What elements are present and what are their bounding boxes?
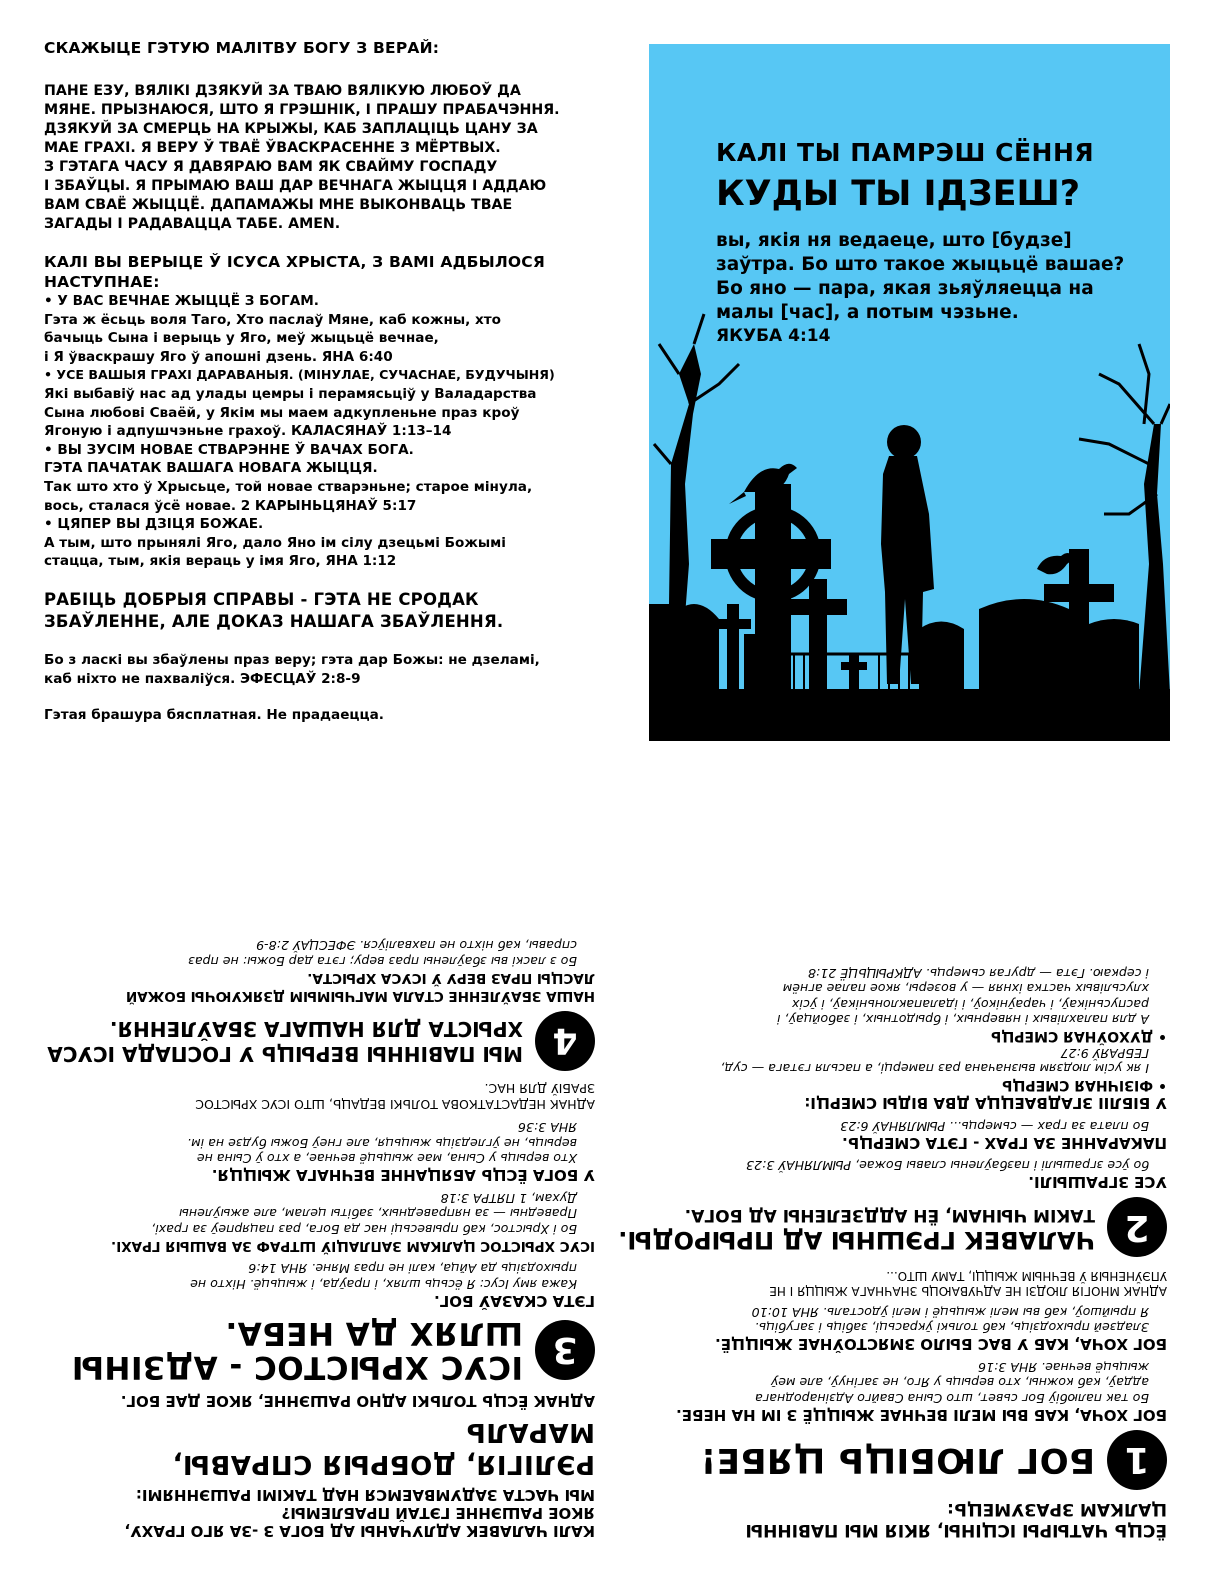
prayer-line: ВАМ СВАЁ ЖЫЦЦЁ. ДАПАМАЖЫ МНЕ ВЫКОНВАЦЬ ТВАЕ [44,197,513,213]
truth-1-verse: Зладзей прыходзіць, каб толькі ўкрасьці, забіць і загубіць. [754,1320,1149,1336]
works-heading [44,589,584,633]
believe-line: • ВЫ ЗУСІМ НОВАЕ СТВАРЭННЕ Ў ВАЧАХ БОГА. [44,441,414,458]
truth-2-bullet: • ДУХОЎНАЯ СМЕРЦЬ [990,1028,1167,1045]
prayer-line: МАЕ ГРАХІ. Я ВЕРУ Ў ТВАЁ ЎВАСКРАСЕННЕ З МЁРТВЫХ. [44,140,501,156]
truth-3-verse: верыць, не ўгледзіць жыцьця, але гнеў Божы будзе на ім. [187,1136,577,1151]
believe-line: вось, сталася ўсё новае. 2 КАРЫНЬЦЯНАЎ 5:17 [44,497,417,514]
truth-2-number: 2 [1107,1198,1167,1258]
truth-2-bullet: • ФІЗІЧНАЯ СМЕРЦЬ [1001,1077,1167,1094]
truth-4-header [40,1011,595,1071]
truth-3-verse: Духам, 1 ПЯТРА 3:18 [440,1191,577,1206]
truth-2-title-line: ЧАЛАВЕК ГРЭШНЫ АД ПРЫРОДЫ. [618,1226,1095,1255]
truth-2-verse: Бо плата за грах — сьмерць... РЫМЛЯНАЎ 6:23 [840,1119,1149,1134]
truth-3-note: АДНАК НЕДАСТАТКОВА ТОЛЬКІ ВЕДАЦЬ, ШТО ІСУС ХРЫСТОС [195,1097,595,1112]
truth-1-verse: аддаў, каб кожны, хто верыць у Яго, не загінуў, але меў [770,1375,1149,1391]
truth-4-point: ЛАСЦЫ ПРАЗ ВЕРУ Ў ІСУСА ХРЫСТА. [307,970,595,986]
believe-line: Гэта ж ёсьць воля Таго, Хто паслаў Мяне, каб кожны, хто [44,311,502,328]
truth-3-verse: ЯНА 3:36 [517,1120,577,1136]
truth-1-note: УПЭЎНЕНЫЯ Ў ВЕЧНЫМ ЖЫЦЦІ, ТАМУ ШТО... [886,1269,1167,1283]
works-heading-line: ЗБАЎЛЕННЕ, АЛЕ ДОКАЗ НАШАГА ЗБАЎЛЕННЯ. [44,611,504,631]
truth-1-verse: Я прыйшоў, каб вы мелі жыцьцё і мелі ўдосталь. ЯНА 10:10 [751,1305,1149,1320]
truths-intro-line: ЁСЦЬ ЧАТЫРЫ ІСЦІНЫ, ЯКІЯ МЫ ПАВІННЫ [745,1520,1167,1540]
truth-2-point: ПАКАРАННЕ ЗА ГРАХ - ГЭТА СМЕРЦЬ. [842,1134,1167,1152]
truth-3-options: РЭЛІГІЯ, ДОБРЫЯ СПРАВЫ, МАРАЛЬ [172,1417,595,1479]
truth-2-verse: бо ўсе зграшылі і пазбаўлены славы Божае, РЫМЛЯНАЎ 3:23 [746,1158,1149,1174]
truths-intro-line: ЦАЛКАМ ЗРАЗУМЕЦЬ: [947,1499,1167,1519]
truths-intro [612,1498,1167,1540]
prayer-line: ДЗЯКУЙ ЗА СМЕРЦЬ НА КРЫЖЫ, КАБ ЗАПЛАЦІЦЬ ЦАНУ ЗА [44,121,538,137]
truth-2-title [618,1203,1095,1253]
believe-line: Так што хто ў Хрысьце, той новае стварэньне; старое мінула, [44,478,533,495]
truth-1-note: АДНАК МНОГІЯ ЛЮДЗІ НЕ АДЧУВАЮЦЬ ЗНАЧНАГА ЖЫЦЦЯ І НЕ [769,1284,1167,1299]
truth-4-number: 4 [535,1011,595,1071]
cover-title-line1: КАЛІ ТЫ ПАМРЭШ СЁННЯ [716,138,1095,167]
truth-3-verse: прыходзіць да Айца, калі не праз Мяне. ЯНА 14:6 [248,1261,577,1277]
believe-line: • У ВАС ВЕЧНАЕ ЖЫЦЦЁ З БОГАМ. [44,293,319,309]
truth-1-point: БОГ ХОЧА, КАБ У ВАС БЫЛО ЗМЯСТОЎНАЕ ЖЫЦЦЁ. [715,1335,1167,1354]
truth-3-number: 3 [535,1320,595,1380]
believe-heading-line: КАЛІ ВЫ ВЕРЫЦЕ Ў ІСУСА ХРЫСТА, З ВАМІ АДБЫЛОСЯ [44,253,546,271]
truth-4-verse: справы, каб ніхто не пахваліўся. ЭФЕСЦАЎ 2:8-9 [256,938,577,954]
works-heading-line: РАБІЦЬ ДОБРЫЯ СПРАВЫ - ГЭТА НЕ СРОДАК [44,589,479,609]
believe-list [44,292,584,571]
truth-3-verse: Бо і Хрыстос, каб прывесьці нас да Бога, раз пацярпеў за грахі, [151,1222,577,1237]
believe-heading-line: НАСТУПНАЕ: [44,273,160,291]
believe-heading [44,252,584,292]
truth-3-intro: КАЛІ ЧАЛАВЕК АДЛУЧАНЫ АД БОГА З -ЗА ЯГО ГРАХУ, [124,1522,595,1540]
truth-2-verse: А для палахлівых і няверных, і брыдотных, і забойцаў, і [776,1012,1149,1028]
works-verse-line: каб ніхто не пахваліўся. ЭФЕСЦАЎ 2:8-9 [44,670,361,687]
truth-3-intro: МЫ ЧАСТА ЗАДУМВАЕМСЯ НАД ТАКІМІ РАШЭННЯМІ: [135,1486,595,1504]
truth-1-verse: жыцьцё вечнае. ЯНА 3:16 [977,1360,1149,1375]
truth-4-title-line: ХРЫСТА ДЛЯ НАШАГА ЗБАЎЛЕННЯ. [109,1017,523,1041]
truth-2-verse: і серкаю. Гэта — другая сьмерць. АДКРЫЦЬЦЁ 21:8 [807,966,1149,981]
truth-2-verse: ГЕБРАЯЎ 9:27 [1060,1046,1149,1061]
cover-verse-line: малы [час], а потым чэзьне. [716,302,1019,323]
believe-line: стацца, тым, якія вераць у імя Яго, ЯНА 1:12 [44,553,397,570]
truth-3-verse: Праведны — за няправедных, забіты целам, але ажыўлены [178,1206,577,1222]
truth-2-verse: распусьнікаў, і чараўнікоў, і ідалапаклоньнікаў, і ўсіх [791,997,1149,1012]
prayer-line: З ГЭТАГА ЧАСУ Я ДАВЯРАЮ ВАМ ЯК СВАЙМУ ГОСПАДУ [44,159,498,175]
cover-verse-line: вы, якія ня ведаеце, што [будзе] [716,230,1072,251]
believe-line: • УСЕ ВАШЫЯ ГРАХІ ДАРАВАНЫЯ. (МІНУЛАЕ, СУЧАСНАЕ, БУДУЧЫНЯ) [44,367,555,383]
believe-line: • ЦЯПЕР ВЫ ДЗІЦЯ БОЖАЕ. [44,516,264,533]
prayer-line: МЯНЕ. ПРЫЗНАЮСЯ, ШТО Я ГРЭШНІК, І ПРАШУ ПРАБАЧЭННЯ. [44,102,560,118]
truth-4-title-line: МЫ ПАВІННЫ ВЕРЫЦЬ У ГОСПАДА ІСУСА [47,1042,523,1066]
truth-1-verse: Бо так палюбіў Бог сьвет, што Сына Свайго Адзінароднага [754,1391,1149,1406]
cover-verse-line: Бо яно — пара, якая зьяўляецца на [716,278,1094,299]
truth-4-verse: Бо з ласкі вы збаўлены праз веру; гэта дар Божы: не праз [188,954,577,969]
truth-3-only: АДНАК ЁСЦЬ ТОЛЬКІ АДНО РАШЭННЕ, ЯКОЕ ДАЕ БОГ. [120,1392,595,1410]
truth-2-point: УСЕ ЗГРАШЫЛІ. [1028,1173,1167,1192]
truth-2-title-line: ТАКІМ ЧЫНАМ, ЁН АДДЗЕЛЕНЫ АД БОГА. [684,1205,1095,1226]
prayer-line: ЗАГАДЫ І РАДАВАЦЦА ТАБЕ. AMEN. [44,216,341,232]
prayer-line: ПАНЕ ЕЗУ, ВЯЛІКІ ДЗЯКУЙ ЗА ТВАЮ ВЯЛІКУЮ ЛЮБОЎ ДА [44,83,521,99]
works-verse-line: Бо з ласкі вы збаўлены праз веру; гэта дар Божы: не дзеламі, [44,651,540,668]
truth-2-verse: І як усім людзям вызначана раз памерці, а пасьля гэтага — суд, [720,1061,1149,1077]
truth-3-title [71,1316,523,1384]
believe-line: Ягоную і адпушчэньне грахоў. КАЛАСЯНАЎ 1:13–14 [44,423,452,440]
truth-1-number: 1 [1107,1430,1167,1490]
truths-panel-1-2 [612,820,1167,1540]
truth-1-title: БОГ ЛЮБІЦЬ ЦЯБЕ! [700,1440,1095,1480]
truth-1-header [612,1430,1167,1490]
cover-title-line2: КУДЫ ТЫ ІДЗЕШ? [716,174,1081,214]
believe-line: А тым, што прынялі Яго, дало Яно ім сілу дзецьмі Божымі [44,534,506,551]
believe-line: Сына любові Сваёй, у Якім мы маем адкупленьне праз кроў [44,404,520,421]
truth-2-point: У БІБЛІІ ЗГАДВАЕЦЦА ДВА ВІДЫ СМЕРЦІ: [804,1094,1167,1113]
truth-3-header [40,1316,595,1384]
free-note: Гэтая брашура бясплатная. Не прадаецца. [44,707,384,724]
truth-4-point: НАША ЗБАЎЛЕННЕ СТАЛА МАГЧЫМЫМ ДЗЯКУЮЧЫ БОЖАЙ [125,988,595,1004]
truth-3-intro: ЯКОЕ РАШЭННЕ ГЭТАЙ ПРАБЛЕМЫ? [281,1504,595,1522]
prayer-text [44,82,584,234]
cover-text [716,137,1146,347]
truth-4-title [47,1016,523,1066]
cover-verse-ref: ЯКУБА 4:14 [716,326,831,346]
works-verse [44,651,584,688]
cover-verse-line: заўтра. Бо што такое жыцьцё вашае? [716,254,1125,275]
believe-line: Які выбавіў нас ад улады цемры і перамясьціў у Валадарства [44,385,537,402]
truth-3-point: ІСУС ХРЫСТОС ЦАЛКАМ ЗАПЛАЦІЎ ШТРАФ ЗА ВАШЫЯ ГРАХІ. [111,1238,595,1254]
truth-2-verse: хлусьлівых частка іхняя — у возеры, якое палае агнём [782,981,1149,997]
truth-3-note: ЗРАБІЎ ДЛЯ НАС. [484,1081,595,1097]
cover-verse [716,229,1146,325]
believe-line: бачыць Сына і верыць у Яго, меў жыцьцё вечнае, [44,330,439,347]
prayer-panel [44,38,584,725]
truth-3-verse: Кажа яму Ісус: Я ёсьць шлях, і праўда, і жыцьцё. Ніхто не [190,1277,577,1292]
truth-3-title-line: ІСУС ХРЫСТОС - АДЗІНЫ [71,1349,523,1385]
cover-panel [649,44,1170,741]
truth-1-point: БОГ ХОЧА, КАБ ВЫ МЕЛІ ВЕЧНАЕ ЖЫЦЦЁ З ІМ НА НЕБЕ. [676,1406,1167,1424]
believe-line: і Я ўваскрашу Яго ў апошні дзень. ЯНА 6:40 [44,348,393,365]
truth-3-title-line: ШЛЯХ ДА НЕБА. [224,1315,523,1351]
truth-3-point: У БОГА ЁСЦЬ АБЯЦАННЕ ВЕЧНАГА ЖЫЦЦЯ. [211,1166,595,1185]
prayer-line: І ЗБАЎЦЫ. Я ПРЫМАЮ ВАШ ДАР ВЕЧНАГА ЖЫЦЦЯ І АДДАЮ [44,178,547,194]
truth-3-point: ГЭТА СКАЗАЎ БОГ. [433,1292,595,1310]
truth-2-header [612,1198,1167,1258]
truths-panel-3-4 [40,820,595,1540]
prayer-heading: СКАЖЫЦЕ ГЭТУЮ МАЛІТВУ БОГУ З ВЕРАЙ: [44,39,440,57]
truth-3-verse: Хто верыць у Сына, мае жыцьцё вечнае, а хто ў Сына не [196,1151,577,1167]
believe-line: ГЭТА ПАЧАТАК ВАШАГА НОВАГА ЖЫЦЦЯ. [44,460,378,477]
